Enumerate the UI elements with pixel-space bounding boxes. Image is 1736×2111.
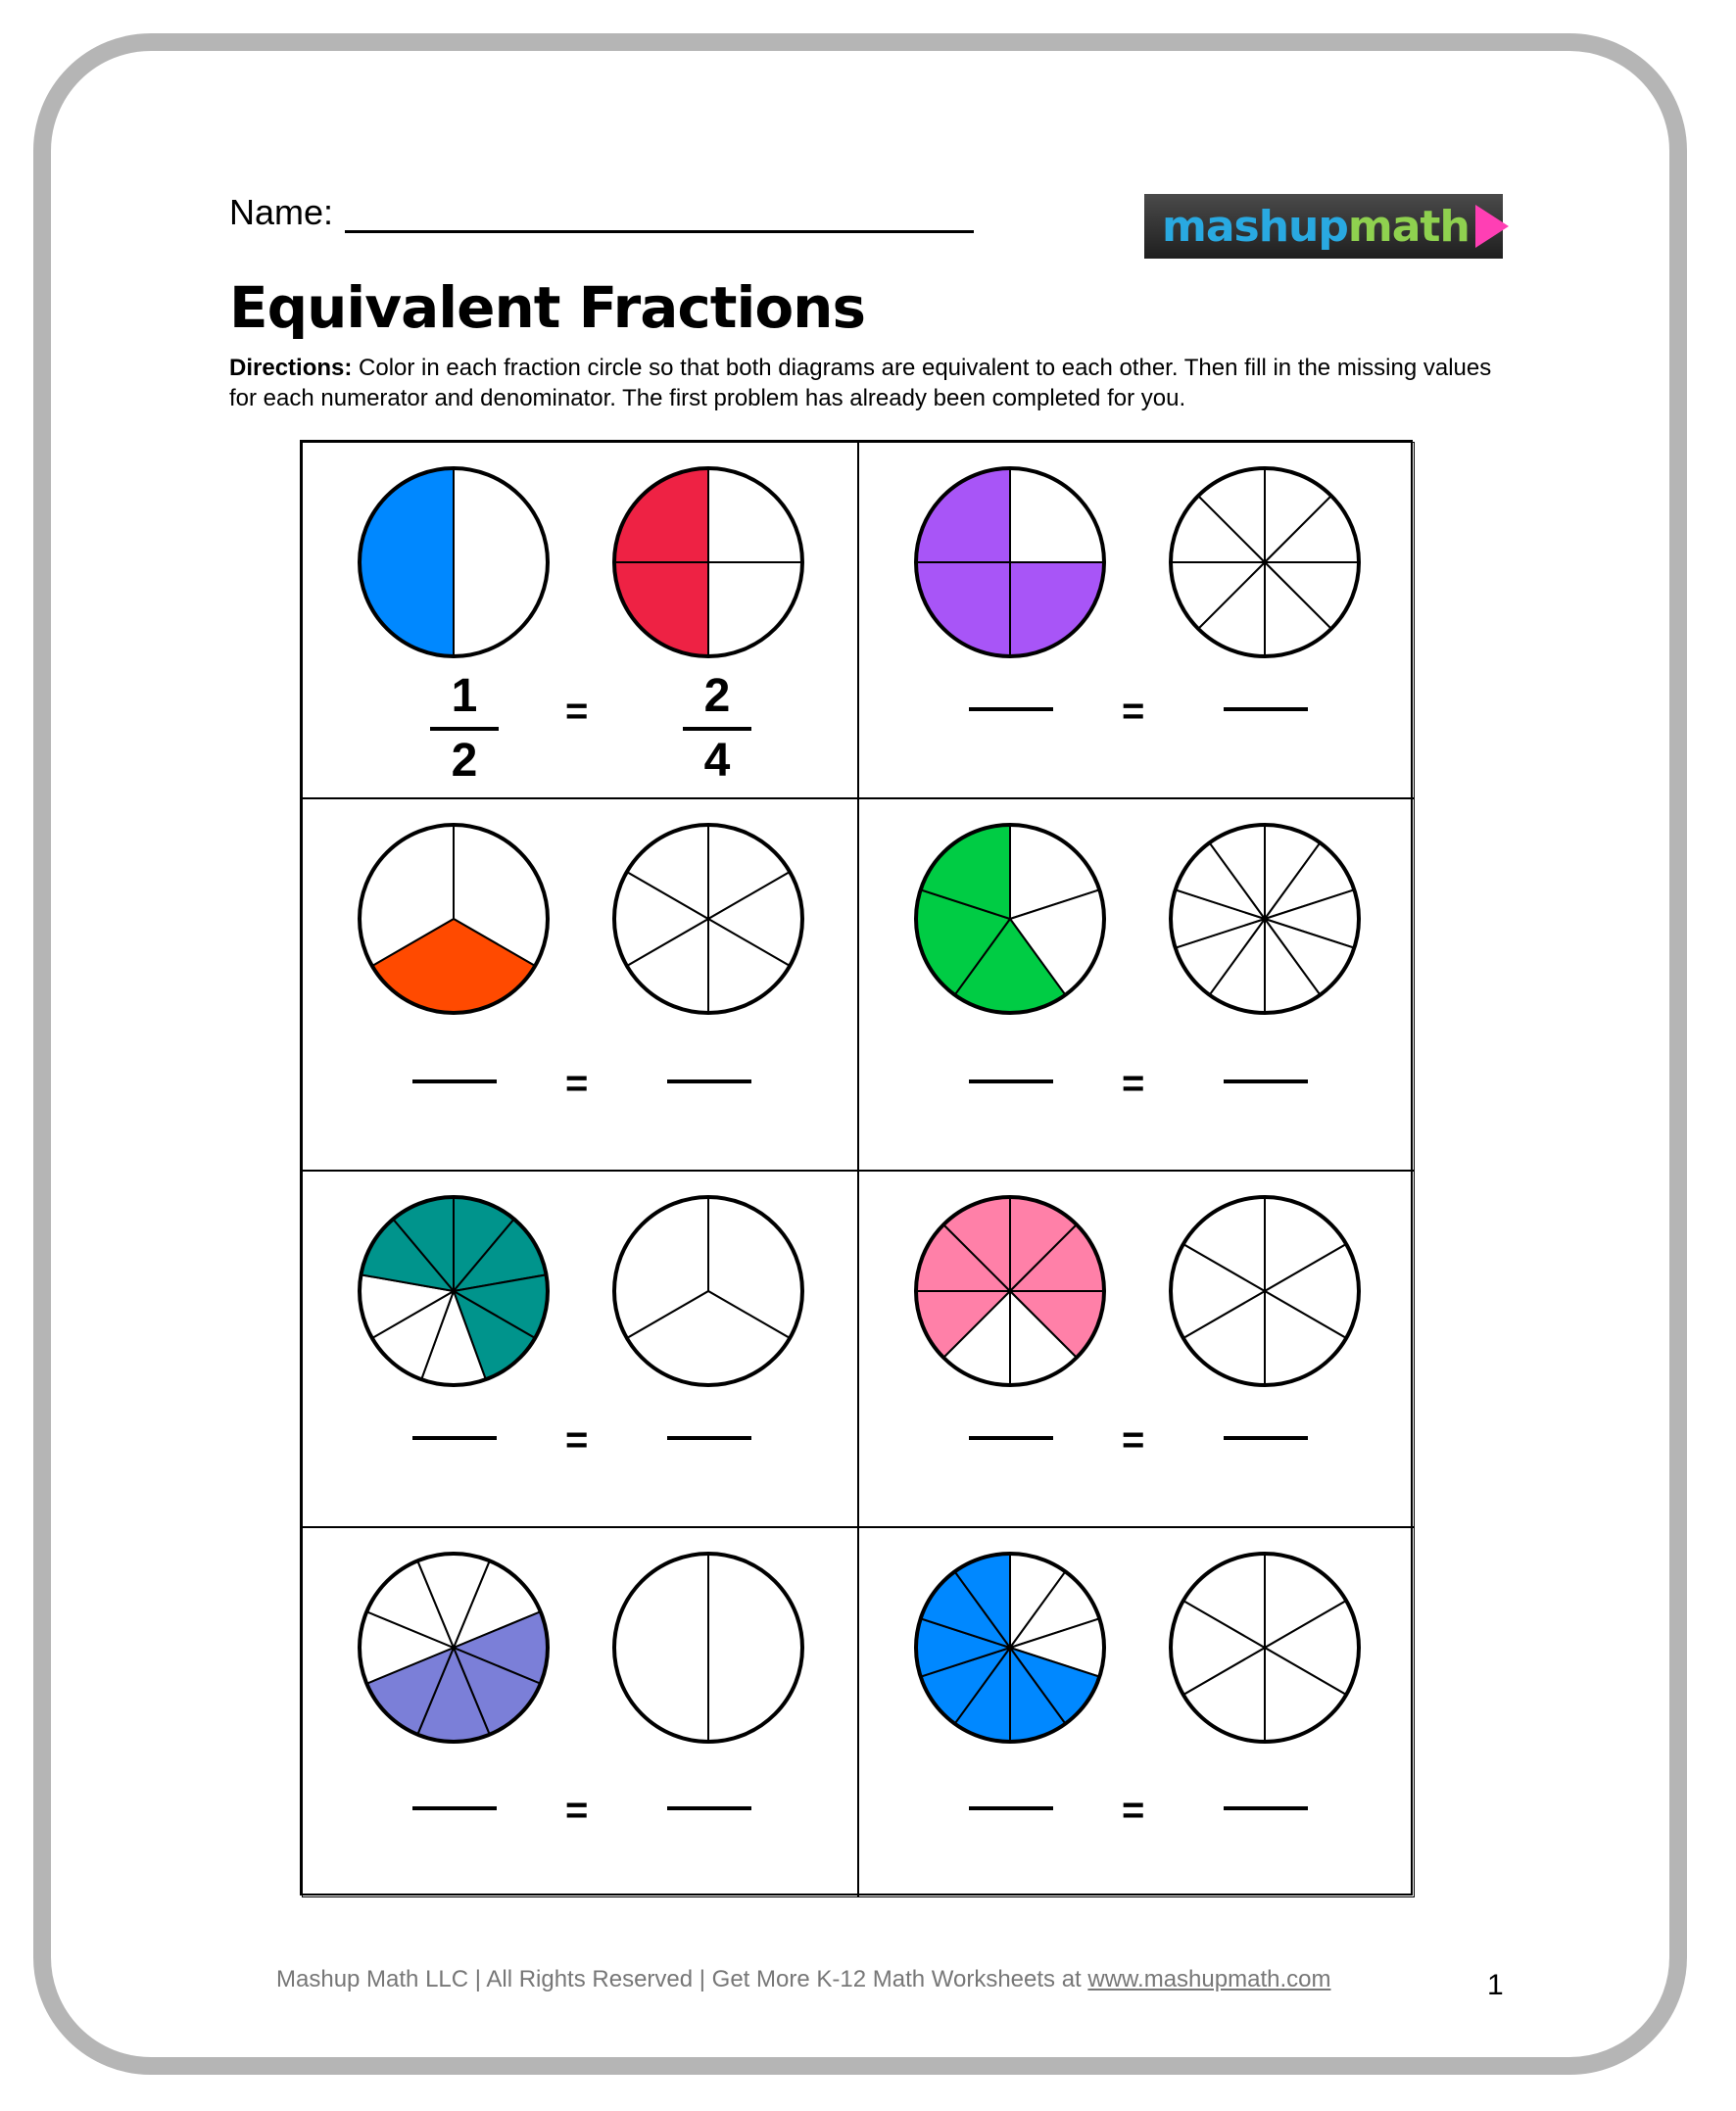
fraction-circle-left[interactable] [352, 817, 555, 1021]
fraction-circle-right[interactable] [606, 817, 810, 1021]
fraction-bar [683, 727, 751, 731]
answer-blank-left[interactable] [412, 1806, 497, 1810]
directions-text: Color in each fraction circle so that both diagrams are equivalent to each other. Then fill in the missing values for each numerator and denominator. The first problem has already been completed for you. [229, 355, 1492, 411]
answer-blank-left[interactable] [969, 1806, 1053, 1810]
fraction-slice[interactable] [614, 1554, 708, 1742]
footer-link[interactable]: www.mashupmath.com [1087, 1966, 1331, 1992]
numerator: 1 [451, 670, 478, 722]
fraction-circle-left[interactable] [908, 817, 1112, 1021]
equals-sign: = [565, 1789, 589, 1832]
fraction-circle-left[interactable] [908, 460, 1112, 664]
equals-sign: = [1122, 690, 1145, 733]
fraction-circle-right[interactable] [1163, 1546, 1367, 1750]
equals-sign: = [1122, 1418, 1145, 1462]
fraction-circle-right[interactable] [606, 460, 810, 664]
name-row [229, 192, 974, 233]
answer-blank-right[interactable] [1224, 707, 1308, 711]
equals-sign: = [565, 1062, 589, 1105]
fraction-circle-right[interactable] [1163, 1189, 1367, 1393]
problem-cell-3 [302, 798, 858, 1171]
answer-blank-left[interactable] [412, 1079, 497, 1083]
problem-grid [300, 440, 1413, 1895]
fraction-circle-left[interactable] [352, 460, 555, 664]
logo-text-math: math [1347, 201, 1470, 252]
problem-cell-2 [858, 442, 1415, 798]
page-title: Equivalent Fractions [229, 274, 865, 341]
answer-blank-right[interactable] [1224, 1079, 1308, 1083]
name-label: Name: [229, 192, 334, 232]
fraction-circle-right[interactable] [1163, 817, 1367, 1021]
name-input-line[interactable] [345, 195, 974, 233]
fraction-slice[interactable] [360, 468, 454, 656]
problem-cell-6 [858, 1171, 1415, 1527]
denominator: 2 [451, 735, 478, 787]
fraction-circle-right[interactable] [606, 1546, 810, 1750]
answer-blank-left[interactable] [969, 707, 1053, 711]
equals-sign: = [1122, 1062, 1145, 1105]
answer-blank-right[interactable] [1224, 1436, 1308, 1440]
answer-blank-right[interactable] [667, 1079, 751, 1083]
answer-blank-right[interactable] [667, 1436, 751, 1440]
equals-sign: = [1122, 1789, 1145, 1832]
fraction-circle-left[interactable] [908, 1189, 1112, 1393]
mashupmath-logo [1144, 194, 1503, 259]
problem-cell-1 [302, 442, 858, 798]
fraction-circle-left[interactable] [908, 1546, 1112, 1750]
equals-sign: = [565, 1418, 589, 1462]
footer-text: Mashup Math LLC | All Rights Reserved | Get More K-12 Math Worksheets at [276, 1966, 1088, 1992]
fraction-right [683, 672, 751, 786]
problem-cell-4 [858, 798, 1415, 1171]
fraction-bar [430, 727, 499, 731]
problem-cell-8 [858, 1527, 1415, 1897]
fraction-circle-right[interactable] [606, 1189, 810, 1393]
fraction-circle-left[interactable] [352, 1189, 555, 1393]
denominator: 4 [703, 735, 731, 787]
numerator: 2 [703, 670, 731, 722]
answer-blank-right[interactable] [667, 1806, 751, 1810]
directions [229, 353, 1503, 413]
answer-blank-left[interactable] [412, 1436, 497, 1440]
equals-sign: = [565, 690, 589, 733]
play-triangle-icon [1475, 205, 1509, 248]
footer [276, 1966, 1330, 1993]
problem-cell-5 [302, 1171, 858, 1527]
page-number: 1 [1487, 1969, 1504, 2001]
fraction-left [430, 672, 499, 786]
answer-blank-right[interactable] [1224, 1806, 1308, 1810]
logo-text-mashup: mashup [1162, 201, 1348, 252]
problem-cell-7 [302, 1527, 858, 1897]
fraction-circle-right[interactable] [1163, 460, 1367, 664]
fraction-circle-left[interactable] [352, 1546, 555, 1750]
fraction-slice[interactable] [454, 468, 548, 656]
answer-blank-left[interactable] [969, 1079, 1053, 1083]
answer-blank-left[interactable] [969, 1436, 1053, 1440]
directions-label: Directions: [229, 355, 353, 381]
fraction-slice[interactable] [708, 1554, 802, 1742]
